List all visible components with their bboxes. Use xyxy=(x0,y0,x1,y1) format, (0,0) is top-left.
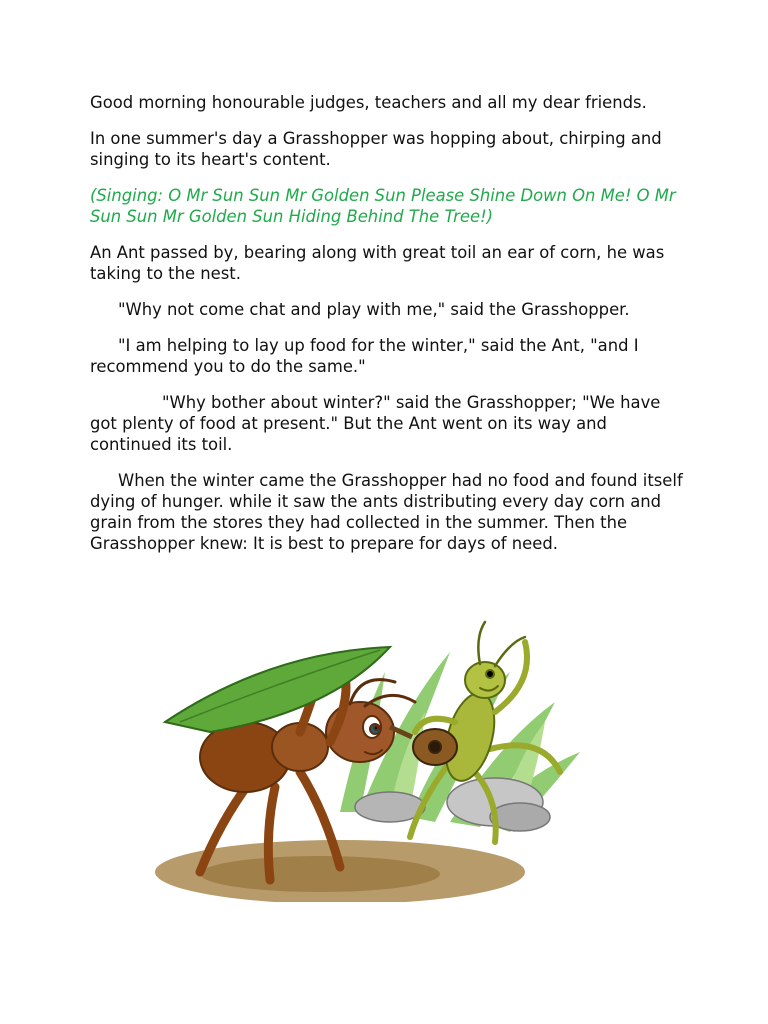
intro-paragraph: In one summer's day a Grasshopper was hopping about, chirping and singing to its heart's content. xyxy=(90,129,662,169)
grasshopper-reply-paragraph: "Why bother about winter?" said the Grasshopper; "We have got plenty of food at present." But the Ant went on its way and continued its toil. xyxy=(90,393,661,454)
singing-paragraph: (Singing: O Mr Sun Sun Mr Golden Sun Please Shine Down On Me! O Mr Sun Sun Mr Golden Sun Hiding Behind The Tree!) xyxy=(90,186,676,226)
greeting-paragraph: Good morning honourable judges, teachers and all my dear friends. xyxy=(90,93,647,112)
ant-grasshopper-illustration xyxy=(150,612,590,902)
ant-paragraph: An Ant passed by, bearing along with great toil an ear of corn, he was taking to the nest. xyxy=(90,243,665,283)
moral-paragraph: When the winter came the Grasshopper had no food and found itself dying of hunger. while it saw the ants distributing every day corn and grain from the stores they had collected in the summer. Then the Grasshopper knew: It is best to prepare for days of need. xyxy=(90,471,683,553)
story-text xyxy=(90,92,690,569)
ant-reply-paragraph: "I am helping to lay up food for the winter," said the Ant, "and I recommend you to do the same." xyxy=(90,336,639,376)
rock xyxy=(490,803,550,831)
grasshopper-invite-paragraph: "Why not come chat and play with me," said the Grasshopper. xyxy=(118,300,630,319)
